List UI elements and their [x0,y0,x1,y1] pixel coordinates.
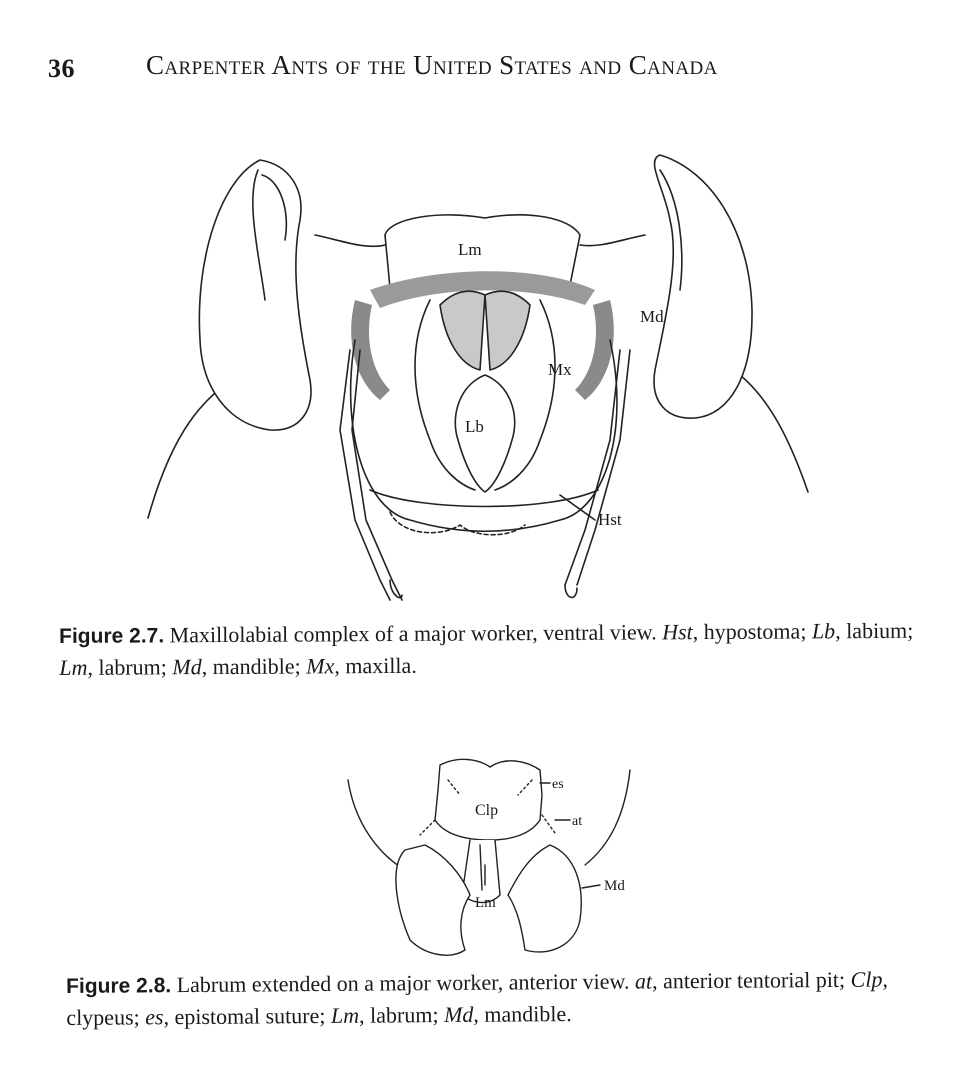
figure-2-7-caption [59,615,929,683]
label-lb: Lb [465,417,484,436]
caption-text: Labrum extended on a major worker, anterior view. [176,968,630,998]
label-lm: Lm [458,240,482,259]
left-mandible [199,160,311,430]
figure-2-8-illustration [330,745,660,975]
right-mandible [508,845,581,952]
caption-label: Figure 2.8. [66,974,172,998]
label-lm: Lm [475,895,496,911]
caption-label: Figure 2.7. [59,624,165,648]
caption-text: Maxillolabial complex of a major worker, ventral view. [169,619,657,648]
label-es: es [552,777,564,792]
left-mandible [396,845,470,955]
label-hst: Hst [598,510,622,529]
figure-2-7-illustration [140,140,830,610]
label-mx: Mx [548,360,572,379]
head-outline [348,780,405,870]
abbr-list: Hst, hypostoma; Lb, labium; Lm, labrum; Md, mandible; Mx, maxilla. [59,617,914,680]
label-clp: Clp [475,802,499,819]
abbr-list: at, anterior tentorial pit; Clp, clypeus; es, epistomal suture; Lm, labrum; Md, mandible. [66,966,889,1030]
label-md: Md [604,878,625,894]
running-title: Carpenter Ants of the United States and Canada [146,50,718,80]
figure-2-8-caption [66,963,936,1033]
clypeus-shape [435,759,542,840]
right-mandible [654,155,752,418]
page-number: 36 [48,54,75,83]
label-md: Md [640,307,664,326]
label-at: at [572,814,583,829]
